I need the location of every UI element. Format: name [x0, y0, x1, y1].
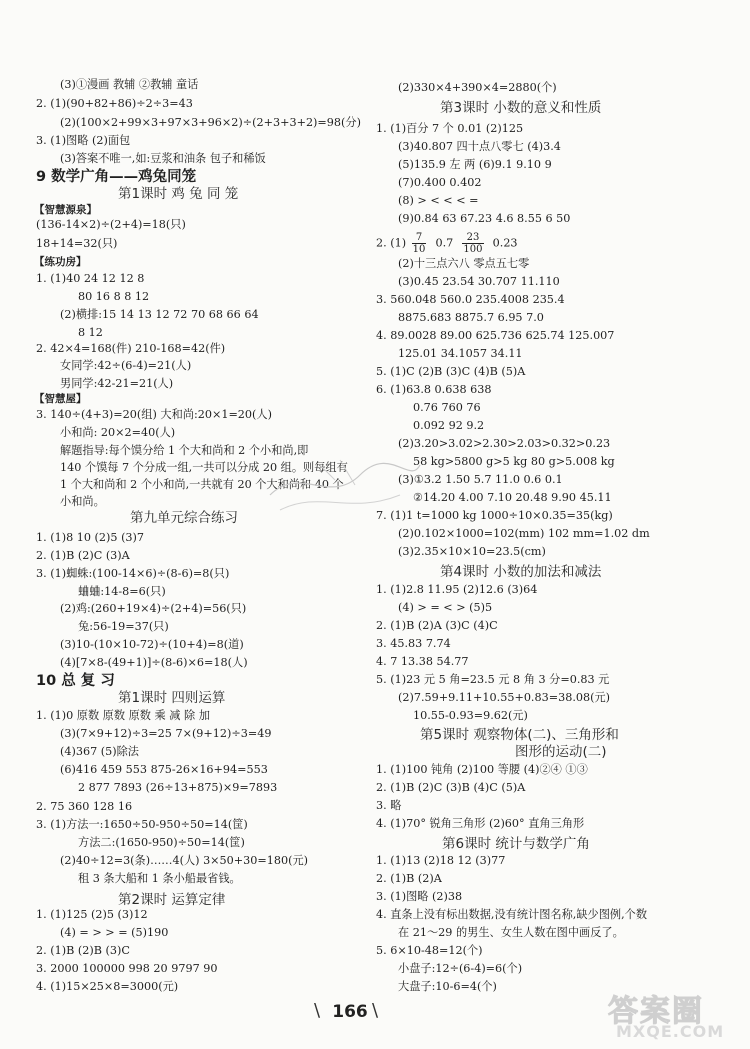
answer-line: 4. (1)70° 锐角三角形 (2)60° 直角三角形 [376, 817, 585, 830]
page-slash-right: \ [372, 1000, 379, 1021]
page-number: 166 [332, 1002, 368, 1022]
section-heading: 9 数学广角——鸡兔同笼 [36, 169, 197, 185]
answer-line: 兔:56-19=37(只) [78, 620, 169, 633]
answer-line: 80 16 8 8 12 [78, 290, 150, 303]
answer-line: 租 3 条大船和 1 条小船最省钱。 [78, 872, 241, 885]
answer-line: 0.092 92 9.2 [413, 419, 485, 432]
watermark-logo [608, 986, 738, 1042]
answer-line: 男同学:42-21=21(人) [60, 377, 174, 390]
answer-line: 3. 45.83 7.74 [376, 637, 451, 650]
answer-line: 7. (1)1 t=1000 kg 1000÷10×0.35=35(kg) [376, 509, 613, 522]
fraction-mid: 0.7 [435, 236, 454, 250]
answer-line: 1. (1)13 (2)18 12 (3)77 [376, 854, 506, 867]
answer-line: 2. (1)(90+82+86)÷2÷3=43 [36, 97, 193, 110]
answer-line: 2. (1)B (2)B (3)C [36, 944, 130, 957]
answer-line: (2)鸡:(260+19×4)÷(2+4)=56(只) [60, 602, 247, 615]
lesson-title: 【智慧源泉】 [34, 204, 97, 216]
answer-line: 3. (1)方法一:1650÷50-950÷50=14(筐) [36, 818, 248, 831]
lesson-title: 第3课时 小数的意义和性质 [440, 100, 602, 116]
lesson-title: 第1课时 四则运算 [118, 690, 226, 706]
answer-line: 2. (1)B (2)C (3)A [36, 549, 130, 562]
answer-line: (8) > < < < = [398, 194, 479, 207]
answer-line: 5. 6×10-48=12(个) [376, 944, 483, 957]
pencil-scribble [260, 445, 430, 525]
answer-line: 0.76 760 76 [413, 401, 481, 414]
answer-line: ②14.20 4.00 7.10 20.48 9.90 45.11 [413, 491, 612, 504]
answer-line: (4) = > > = (5)190 [60, 926, 169, 939]
answer-line: (3)(7×9+12)÷3=25 7×(9+12)÷3=49 [60, 727, 272, 740]
answer-line: (2)横排:15 14 13 12 72 70 68 66 64 [60, 308, 259, 321]
lesson-title: 第九单元综合练习 [130, 510, 238, 526]
answer-line: 8 12 [78, 326, 103, 339]
answer-line: 解题指导:每个馍分给 1 个大和尚和 2 个小和尚,即 [60, 444, 309, 457]
answer-line: (3)①3.2 1.50 5.7 11.0 0.6 0.1 [398, 473, 563, 486]
fraction-7-10: $\frac{7}{10}$ [412, 232, 426, 255]
answer-line: 1. (1)40 24 12 12 8 [36, 272, 145, 285]
watermark-text: 答案圈 [608, 994, 704, 1029]
section-heading: 10 总 复 习 [36, 673, 115, 689]
answer-line: (9)0.84 63 67.23 4.6 8.55 6 50 [398, 212, 571, 225]
answer-line: 3. 略 [376, 799, 402, 812]
answer-line: (3)①漫画 教辅 ②教辅 童话 [60, 78, 199, 91]
answer-line: 2. (1)B (2)C (3)B (4)C (5)A [376, 781, 526, 794]
lesson-title: 第2课时 运算定律 [118, 892, 226, 908]
answer-line: 4. 89.0028 89.00 625.736 625.74 125.007 [376, 329, 615, 342]
lesson-title: 【练功房】 [34, 256, 87, 268]
answer-line: 小和尚。 [60, 495, 105, 508]
fraction-answer-line [376, 232, 518, 255]
answer-line: 3. 2000 100000 998 20 9797 90 [36, 962, 218, 975]
lesson-title: 第4课时 小数的加法和减法 [440, 564, 602, 580]
answer-line: 8875.683 8875.7 6.95 7.0 [398, 311, 544, 324]
answer-line: (7)0.400 0.402 [398, 176, 482, 189]
answer-line: 2. (1)B (2)A [376, 872, 442, 885]
answer-line: 3. (1)图略 (2)38 [376, 890, 463, 903]
answer-line: 3. (1)蜘蛛:(100-14×6)÷(8-6)=8(只) [36, 567, 230, 580]
lesson-title: 第1课时 鸡 兔 同 笼 [118, 186, 239, 202]
answer-line: (4) > = < > (5)5 [398, 601, 493, 614]
lesson-title: 第6课时 统计与数学广角 [442, 836, 590, 852]
answer-line: 1. (1)百分 7 个 0.01 (2)125 [376, 122, 524, 135]
answer-line: 小盘子:12÷(6-4)=6(个) [398, 962, 523, 975]
answer-line: 1. (1)8 10 (2)5 (3)7 [36, 531, 145, 544]
lesson-title: 第5课时 观察物体(二)、三角形和 [420, 727, 619, 743]
answer-line: (2)7.59+9.11+10.55+0.83=38.08(元) [398, 691, 611, 704]
answer-line: 1. (1)100 钝角 (2)100 等腰 (4)②④ ①③ [376, 763, 588, 776]
answer-line: (2)0.102×1000=102(mm) 102 mm=1.02 dm [398, 527, 650, 540]
answer-line: 140 个馍每 7 个分成一组,一共可以分成 20 组。则每组有 [60, 461, 348, 474]
answer-line: (6)416 459 553 875-26×16+94=553 [60, 763, 268, 776]
answer-line: (2)330×4+390×4=2880(个) [398, 81, 557, 94]
answer-line: 18+14=32(只) [36, 237, 118, 250]
answer-line: (136-14×2)÷(2+4)=18(只) [36, 218, 186, 231]
answer-line: 2 877 7893 (26÷13+875)×9=7893 [78, 781, 278, 794]
answer-line: (2)3.20>3.02>2.30>2.03>0.32>0.23 [398, 437, 611, 450]
answer-line: 5. (1)C (2)B (3)C (4)B (5)A [376, 365, 526, 378]
answer-line: 4. (1)15×25×8=3000(元) [36, 980, 179, 993]
answer-line: (4)367 (5)除法 [60, 745, 139, 758]
fraction-prefix: 2. (1) [376, 236, 407, 250]
answer-line: 4. 直条上没有标出数据,没有统计图名称,缺少图例,个数 [376, 908, 648, 921]
answer-line: 女同学:42÷(6-4)=21(人) [60, 359, 192, 372]
answer-line: (3)答案不唯一,如:豆浆和油条 包子和稀饭 [60, 152, 266, 165]
answer-line: 5. (1)23 元 5 角=23.5 元 8 角 3 分=0.83 元 [376, 673, 610, 686]
answer-line: 10.55-0.93=9.62(元) [413, 709, 528, 722]
answer-line: 在 21～29 的男生、女生人数在图中画反了。 [398, 926, 624, 939]
lesson-title: 图形的运动(二) [515, 744, 607, 760]
page-slash-left: \ [314, 1000, 321, 1021]
answer-line: (3)40.807 四十点八零七 (4)3.4 [398, 140, 561, 153]
answer-line: 1. (1)2.8 11.95 (2)12.6 (3)64 [376, 583, 538, 596]
answer-line: 小和尚: 20×2=40(人) [60, 426, 176, 439]
watermark-url: MXQE.COM [616, 1022, 725, 1041]
answer-line: 58 kg>5800 g>5 kg 80 g>5.008 kg [413, 455, 615, 468]
answer-line: 3. 560.048 560.0 235.4008 235.4 [376, 293, 565, 306]
answer-line: 2. (1)B (2)A (3)C (4)C [376, 619, 498, 632]
answer-line: 2. 75 360 128 16 [36, 800, 133, 813]
fraction-23-100: $\frac{23}{100}$ [463, 232, 483, 255]
answer-line: (2)40÷12=3(条)……4(人) 3×50+30=180(元) [60, 854, 309, 867]
answer-line: (3)0.45 23.54 30.707 11.110 [398, 275, 560, 288]
lesson-title: 【智慧屋】 [34, 393, 87, 405]
answer-line: (3)10-(10×10-72)÷(10+4)=8(道) [60, 638, 244, 651]
answer-line: 3. 140÷(4+3)=20(组) 大和尚:20×1=20(人) [36, 408, 272, 421]
answer-line: (2)(100×2+99×3+97×3+96×2)÷(2+3+3+2)=98(分) [60, 116, 361, 129]
answer-line: 4. 7 13.38 54.77 [376, 655, 469, 668]
answer-line: (2)十三点六八 零点五七零 [398, 257, 530, 270]
answer-line: 方法二:(1650-950)÷50=14(筐) [78, 836, 245, 849]
answer-line: 1. (1)0 原数 原数 原数 乘 减 除 加 [36, 709, 210, 722]
answer-line: 大盘子:10-6=4(个) [398, 980, 497, 993]
answer-line: (5)135.9 左 两 (6)9.1 9.10 9 [398, 158, 552, 171]
answer-line: (3)2.35×10×10=23.5(cm) [398, 545, 546, 558]
answer-line: 3. (1)图略 (2)面包 [36, 134, 131, 147]
answer-line: 蛐蛐:14-8=6(只) [78, 585, 166, 598]
answer-line: 1. (1)125 (2)5 (3)12 [36, 908, 148, 921]
answer-line: 1 个大和尚和 2 个小和尚,一共就有 20 个大和尚和 40 个 [60, 478, 344, 491]
fraction-tail: 0.23 [492, 236, 518, 250]
answer-line: (4)[7×8-(49+1)]÷(8-6)×6=18(人) [60, 656, 248, 669]
answer-line: 2. 42×4=168(件) 210-168=42(件) [36, 342, 226, 355]
answer-line: 6. (1)63.8 0.638 638 [376, 383, 492, 396]
answer-line: 125.01 34.1057 34.11 [398, 347, 523, 360]
